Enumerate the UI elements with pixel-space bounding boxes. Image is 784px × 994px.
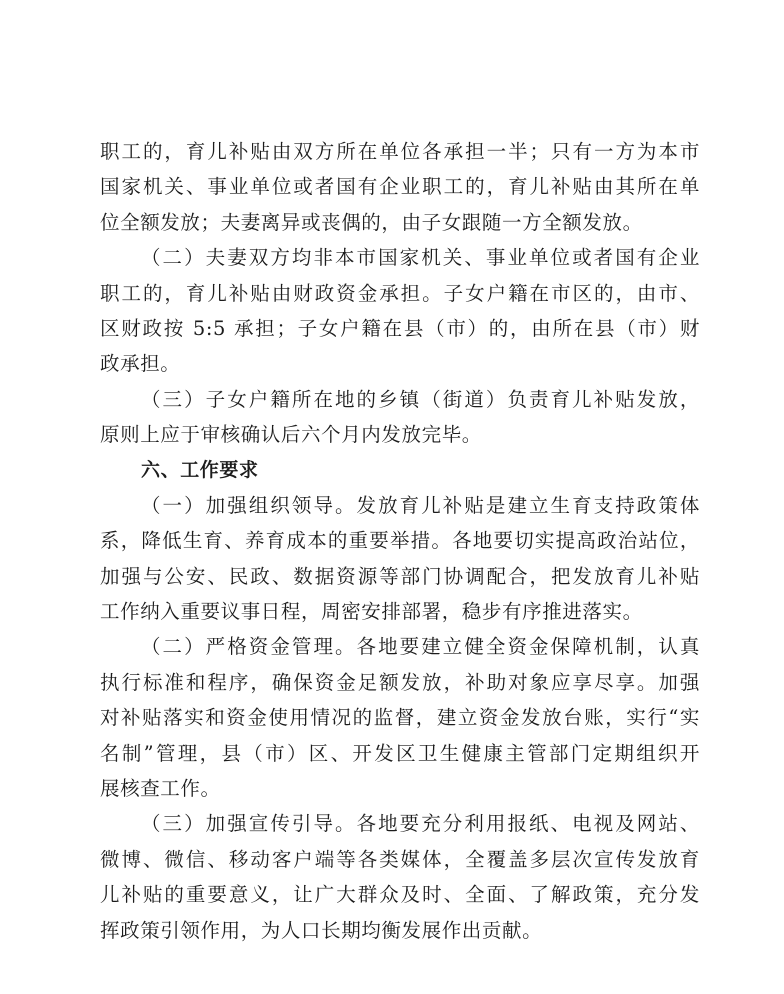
text-line: 加强与公安、民政、数据资源等部门协调配合，把发放育儿补贴 (100, 564, 700, 588)
text-line: 执行标准和程序，确保资金足额发放，补助对象应享尽享。加强 (100, 670, 700, 694)
paragraph-start-line: （二）严格资金管理。各地要建立健全资金保障机制，认真 (141, 635, 700, 659)
paragraph-start-line: （三）加强宣传引导。各地要充分利用报纸、电视及网站、 (141, 812, 700, 836)
text-line: 展核查工作。 (100, 777, 221, 801)
text-line: 政承担。 (100, 352, 181, 376)
paragraph-start-line: （二）夫妻双方均非本市国家机关、事业单位或者国有企业 (141, 246, 700, 270)
text-line: 职工的，育儿补贴由双方所在单位各承担一半；只有一方为本市 (100, 140, 700, 163)
paragraph-start-line: （一）加强组织领导。发放育儿补贴是建立生育支持政策体 (141, 493, 700, 517)
text-line: 位全额发放；夫妻离异或丧偶的，由子女跟随一方全额发放。 (100, 210, 643, 234)
paragraph-start-line: （三）子女户籍所在地的乡镇（街道）负责育儿补贴发放， (141, 387, 700, 411)
text-line: 对补贴落实和资金使用情况的监督，建立资金发放台账，实行“实 (100, 706, 700, 730)
text-line: 区财政按 5:5 承担；子女户籍在县（市）的，由所在县（市）财 (100, 316, 700, 340)
section-heading: 六、工作要求 (141, 458, 259, 481)
text-line: 国家机关、事业单位或者国有企业职工的，育儿补贴由其所在单 (100, 175, 700, 199)
text-line: 儿补贴的重要意义，让广大群众及时、全面、了解政策，充分发 (100, 883, 700, 907)
text-line: 职工的，育儿补贴由财政资金承担。子女户籍在市区的，由市、 (100, 281, 700, 305)
text-line: 系，降低生育、养育成本的重要举措。各地要切实提高政治站位， (100, 529, 700, 553)
text-line: 名制”管理，县（市）区、开发区卫生健康主管部门定期组织开 (100, 741, 700, 765)
document-body (100, 134, 700, 948)
text-line: 挥政策引领作用，为人口长期均衡发展作出贡献。 (100, 918, 543, 942)
text-line: 微博、微信、移动客户端等各类媒体，全覆盖多层次宣传发放育 (100, 847, 700, 871)
text-line: 原则上应于审核确认后六个月内发放完毕。 (100, 423, 482, 447)
text-line: 工作纳入重要议事日程，周密安排部署，稳步有序推进落实。 (100, 600, 643, 624)
